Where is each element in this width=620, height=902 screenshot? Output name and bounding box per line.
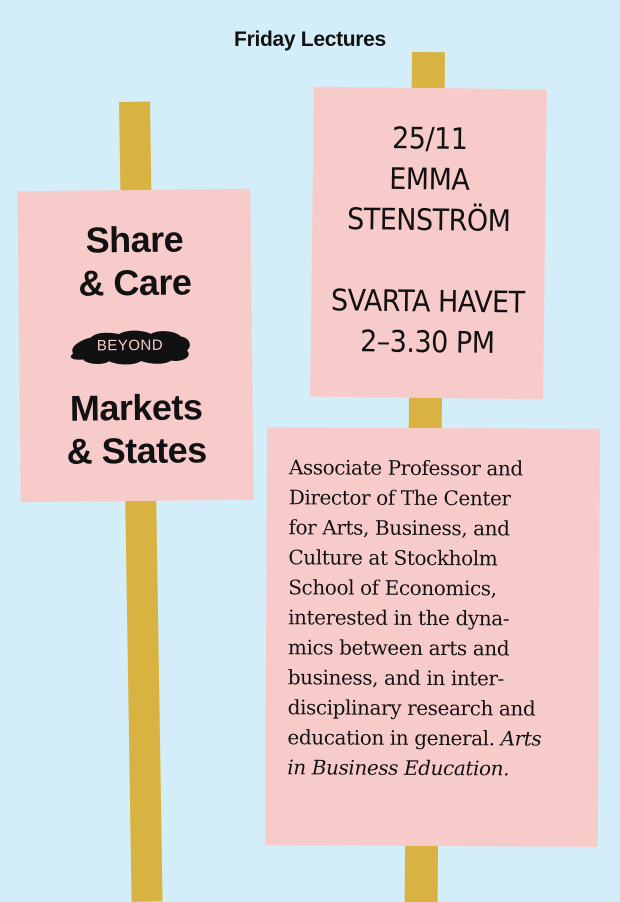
series-title-line: Share <box>85 218 184 261</box>
series-title-sign <box>17 189 253 502</box>
bio-line: interested in the dyna- <box>288 605 510 631</box>
bio-line: School of Economics, <box>288 575 497 601</box>
event-date: 25/11 <box>391 121 468 157</box>
bio-line: mics between arts and <box>287 635 510 661</box>
bio-line: Associate Professor and <box>288 455 523 481</box>
bio-sign <box>265 427 600 847</box>
speaker-bio <box>287 452 584 784</box>
event-info <box>311 117 547 364</box>
speaker-first-name: EMMA <box>389 162 470 198</box>
page-header: Friday Lectures <box>234 28 386 51</box>
series-title-line: Markets <box>69 386 203 429</box>
bio-plain-text: education in general. <box>287 725 495 751</box>
bio-line-last <box>287 722 582 754</box>
series-title-top <box>18 217 252 305</box>
book-title-part-1: Arts <box>500 726 542 751</box>
series-title-bottom <box>19 385 253 473</box>
series-title-line: & Care <box>78 261 192 304</box>
bio-line: Director of The Center <box>288 485 511 511</box>
event-time: 2–3.30 PM <box>359 324 495 361</box>
event-spacer <box>312 240 545 284</box>
bio-line: for Arts, Business, and <box>288 515 510 541</box>
bio-line-title <box>287 752 582 784</box>
event-details-sign <box>310 87 547 400</box>
series-title-line: & States <box>66 429 207 472</box>
bio-line: business, and in inter- <box>287 665 505 691</box>
event-location: SVARTA HAVET <box>330 283 525 321</box>
beyond-badge: BEYOND <box>96 336 164 355</box>
book-title-part-2: in Business Education. <box>287 755 510 781</box>
bio-line: Culture at Stockholm <box>288 545 498 571</box>
speaker-last-name: STENSTRÖM <box>346 202 511 239</box>
bio-line: disciplinary research and <box>287 695 536 721</box>
